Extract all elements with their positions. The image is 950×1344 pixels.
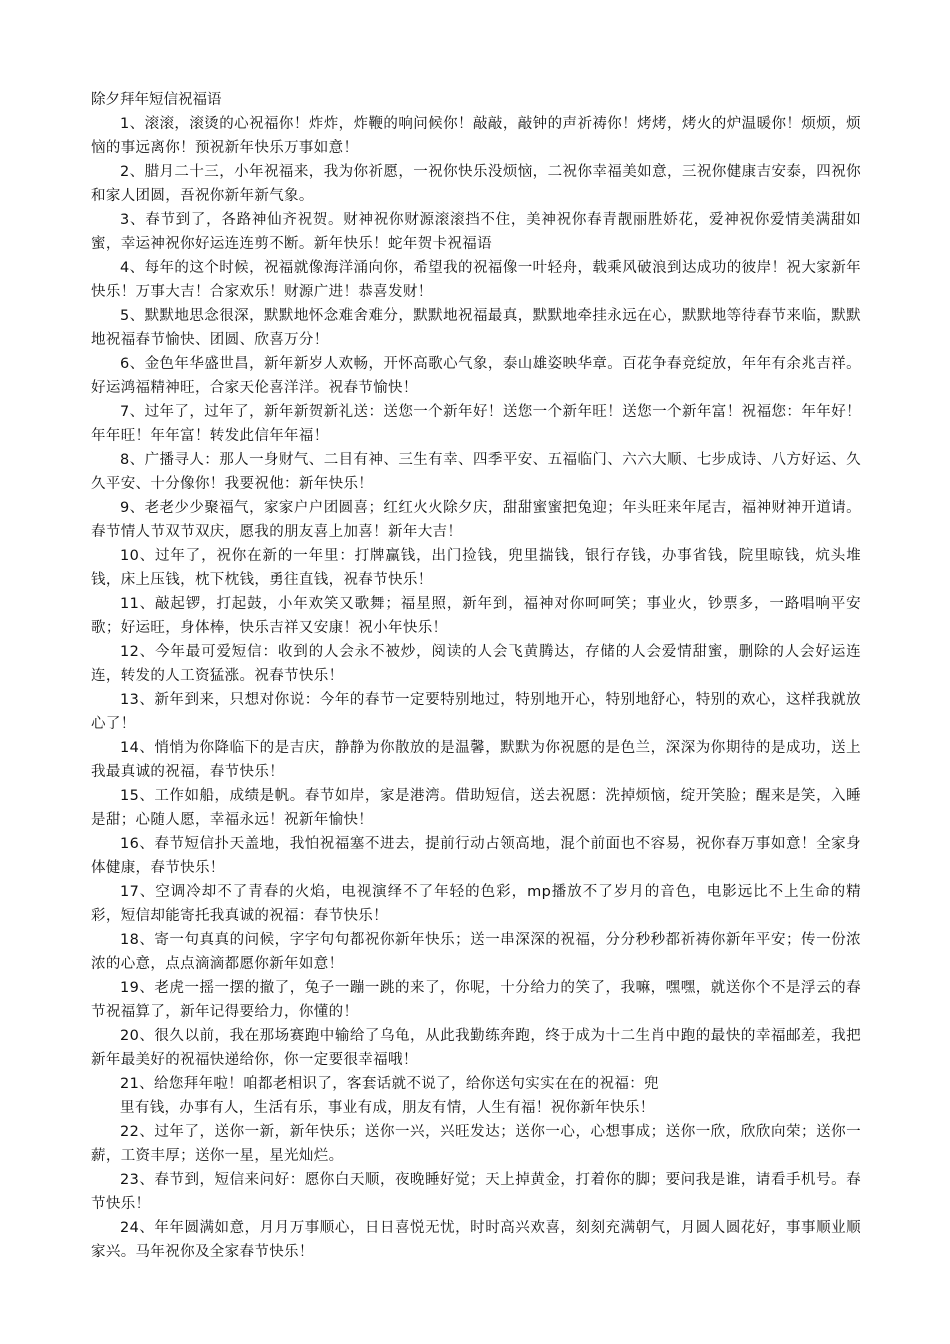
paragraph-9: 9、老老少少聚福气，家家户户团圆喜；红红火火除夕庆，甜甜蜜蜜把兔迎；年头旺来年尾吉，福神财神开道请。春节情人节双节双庆，愿我的朋友喜上加喜！新年大吉！ <box>91 500 861 540</box>
paragraph-22: 22、过年了，送你一新，新年快乐；送你一兴，兴旺发达；送你一心，心想事成；送你一欣，欣欣向荣；送你一薪，工资丰厚；送你一星，星光灿烂。 <box>91 1124 861 1164</box>
paragraph-20: 20、很久以前，我在那场赛跑中输给了乌龟，从此我勤练奔跑，终于成为十二生肖中跑的最快的幸福邮差，我把新年最美好的祝福快递给你，你一定要很幸福哦！ <box>91 1028 861 1068</box>
paragraph-13: 13、新年到来，只想对你说：今年的春节一定要特别地过，特别地开心，特别地舒心，特别的欢心，这样我就放心了！ <box>91 692 861 732</box>
paragraph-6: 6、金色年华盛世昌，新年新岁人欢畅，开怀高歌心气象，泰山雄姿映华章。百花争春竞绽放，年年有余兆吉祥。好运鸿福精神旺，合家天伦喜洋洋。祝春节愉快！ <box>91 356 861 396</box>
document-page <box>91 88 861 1264</box>
paragraph-21-continued: 里有钱，办事有人，生活有乐，事业有成，朋友有情，人生有福！祝你新年快乐！ <box>120 1100 655 1116</box>
paragraph-1: 1、滚滚，滚烫的心祝福你！炸炸，炸鞭的响问候你！敲敲，敲钟的声祈祷你！烤烤，烤火的炉温暖你！烦烦，烦恼的事远离你！预祝新年快乐万事如意！ <box>91 116 861 156</box>
paragraph-12: 12、今年最可爱短信：收到的人会永不被炒，阅读的人会飞黄腾达，存储的人会爱情甜蜜，删除的人会好运连连，转发的人工资猛涨。祝春节快乐！ <box>91 644 861 684</box>
paragraph-5: 5、默默地思念很深，默默地怀念难舍难分，默默地祝福最真，默默地牵挂永远在心，默默地等待春节来临，默默地祝福春节愉快、团圆、欣喜万分！ <box>91 308 861 348</box>
paragraph-14: 14、悄悄为你降临下的是吉庆，静静为你散放的是温馨，默默为你祝愿的是色兰，深深为你期待的是成功，送上我最真诚的祝福，春节快乐！ <box>91 740 861 780</box>
paragraph-8: 8、广播寻人：那人一身财气、二目有神、三生有幸、四季平安、五福临门、六六大顺、七步成诗、八方好运、久久平安、十分像你！我要祝他：新年快乐！ <box>91 452 861 492</box>
paragraph-16: 16、春节短信扑天盖地，我怕祝福塞不进去，提前行动占领高地，混个前面也不容易，祝你春万事如意！全家身体健康，春节快乐！ <box>91 836 861 876</box>
document-title: 除夕拜年短信祝福语 <box>91 92 222 108</box>
paragraph-23: 23、春节到，短信来问好：愿你白天顺，夜晚睡好觉；天上掉黄金，打着你的脚；要问我是谁，请看手机号。春节快乐！ <box>91 1172 861 1212</box>
paragraph-19: 19、老虎一摇一摆的撤了，兔子一蹦一跳的来了，你呢，十分给力的笑了，我嘛，嘿嘿，就送你个不是浮云的春节祝福算了，新年记得要给力，你懂的！ <box>91 980 861 1020</box>
paragraph-17: 17、空调冷却不了青春的火焰，电视演绎不了年轻的色彩，mp播放不了岁月的音色，电影远比不上生命的精彩，短信却能寄托我真诚的祝福：春节快乐！ <box>91 884 861 924</box>
paragraph-21: 21、给您拜年啦！咱都老相识了，客套话就不说了，给你送句实实在在的祝福：兜 <box>120 1076 659 1092</box>
paragraph-3: 3、春节到了，各路神仙齐祝贺。财神祝你财源滚滚挡不住，美神祝你春青靓丽胜娇花，爱神祝你爱情美满甜如蜜，幸运神祝你好运连连剪不断。新年快乐！蛇年贺卡祝福语 <box>91 212 861 252</box>
paragraph-24: 24、年年圆满如意，月月万事顺心，日日喜悦无忧，时时高兴欢喜，刻刻充满朝气，月圆人圆花好，事事顺业顺家兴。马年祝你及全家春节快乐！ <box>91 1220 861 1260</box>
paragraph-15: 15、工作如船，成绩是帆。春节如岸，家是港湾。借助短信，送去祝愿：洗掉烦恼，绽开笑脸；醒来是笑，入睡是甜；心随人愿，幸福永远！祝新年愉快！ <box>91 788 861 828</box>
paragraph-7: 7、过年了，过年了，新年新贺新礼送：送您一个新年好！送您一个新年旺！送您一个新年富！祝福您：年年好！年年旺！年年富！转发此信年年福！ <box>91 404 861 444</box>
paragraph-2: 2、腊月二十三，小年祝福来，我为你祈愿，一祝你快乐没烦恼，二祝你幸福美如意，三祝你健康吉安泰，四祝你和家人团圆，吾祝你新年新气象。 <box>91 164 861 204</box>
paragraph-18: 18、寄一句真真的问候，字字句句都祝你新年快乐；送一串深深的祝福，分分秒秒都祈祷你新年平安；传一份浓浓的心意，点点滴滴都愿你新年如意！ <box>91 932 861 972</box>
document-body <box>91 112 861 1264</box>
paragraph-11: 11、敲起锣，打起鼓，小年欢笑又歌舞；福星照，新年到，福神对你呵呵笑；事业火，钞票多，一路唱响平安歌；好运旺，身体棒，快乐吉祥又安康！祝小年快乐！ <box>91 596 861 636</box>
paragraph-10: 10、过年了，祝你在新的一年里：打牌赢钱，出门捡钱，兜里揣钱，银行存钱，办事省钱，院里晾钱，炕头堆钱，床上压钱，枕下枕钱，勇往直钱，祝春节快乐！ <box>91 548 861 588</box>
paragraph-4: 4、每年的这个时候，祝福就像海洋涌向你，希望我的祝福像一叶轻舟，载乘风破浪到达成功的彼岸！祝大家新年快乐！万事大吉！合家欢乐！财源广进！恭喜发财！ <box>91 260 861 300</box>
